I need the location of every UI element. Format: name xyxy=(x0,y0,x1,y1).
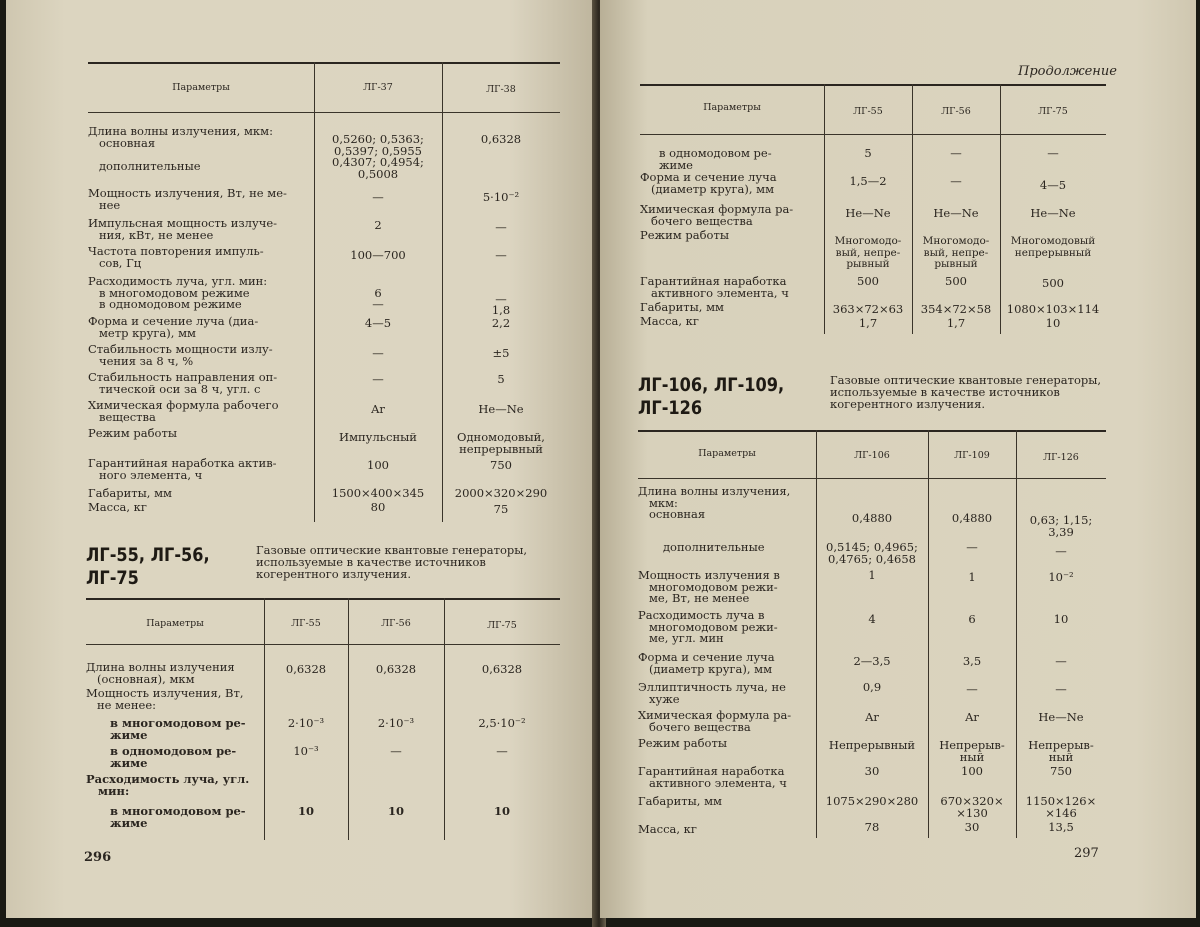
row-dimensions-lg109: 670×320× ×130 xyxy=(940,794,1004,820)
row-power-multimode-lg55: 2·10⁻³ xyxy=(287,716,325,730)
header-params: Параметры xyxy=(146,618,204,629)
row-dimensions-lg38: 2000×320×290 xyxy=(454,486,548,500)
row-mass-lg109: 30 xyxy=(964,820,980,834)
row-power-multimode-param: в многомодовом ре- жиме xyxy=(110,716,246,742)
row-dimensions-lg56: 354×72×58 xyxy=(920,302,992,316)
row-axis-stability-lg38: 5 xyxy=(497,372,505,386)
right-page xyxy=(600,0,1196,918)
row-beam-shape-lg75: 4—5 xyxy=(1039,178,1067,192)
row-power-param: Мощность излучения, Вт, не ме- нее xyxy=(88,186,287,212)
header-lg75: ЛГ-75 xyxy=(487,620,517,631)
row-power-stability-param: Стабильность мощности излу- чения за 8 ч, % xyxy=(88,342,273,368)
row-mode-lg126: Непрерыв- ный xyxy=(1028,738,1094,764)
row-wavelength-lg126: 0,63; 1,15; 3,39 xyxy=(1029,513,1093,539)
row-dimensions-lg37: 1500×400×345 xyxy=(331,486,425,500)
row-ellipticity-lg109: — xyxy=(966,682,978,696)
row-mass-lg55: 1,7 xyxy=(858,316,878,330)
row-lifetime-lg37: 100 xyxy=(367,458,389,472)
row-singlemode-lg56: — xyxy=(950,146,962,160)
row-lifetime-param: Гарантийная наработка активного элемента, ч xyxy=(640,274,789,300)
row-divergence-lg37: 6 — xyxy=(372,285,384,311)
row-ellipticity-param: Эллиптичность луча, не хуже xyxy=(638,680,786,706)
row-singlemode-lg75: — xyxy=(1047,146,1059,160)
row-dimensions-lg126: 1150×126× ×146 xyxy=(1025,794,1097,820)
row-mass-lg37: 80 xyxy=(370,500,386,514)
header-lg56: ЛГ-56 xyxy=(381,618,411,629)
row-formula-lg106: Ar xyxy=(865,710,879,724)
row-formula-lg38: He—Ne xyxy=(478,402,524,416)
row-frequency-lg37: 100—700 xyxy=(350,248,406,262)
row-ellipticity-lg126: — xyxy=(1055,682,1067,696)
row-beam-shape-lg109: 3,5 xyxy=(962,654,982,668)
row-divergence-multimode-lg75: 10 xyxy=(493,804,510,818)
row-singlemode-lg55: 5 xyxy=(864,146,872,160)
row-formula-param: Химическая формула ра- бочего вещества xyxy=(640,202,794,228)
row-lifetime-lg75: 500 xyxy=(1042,276,1064,290)
row-divergence-lg38: — 1,8 xyxy=(491,291,511,317)
row-mode-lg37: Импульсный xyxy=(339,430,417,444)
row-power-lg106: 1 xyxy=(868,568,876,582)
row-mode-param: Режим работы xyxy=(640,228,729,242)
row-divergence-lg106: 4 xyxy=(868,612,876,626)
table-lg37-lg38 xyxy=(88,62,560,522)
continuation-label: Продолжение xyxy=(1018,64,1117,79)
row-power-lg38: 5·10⁻² xyxy=(482,190,520,204)
row-mass-lg38: 75 xyxy=(493,502,509,516)
row-dimensions-param: Габариты, мм xyxy=(88,486,172,500)
row-formula-lg126: He—Ne xyxy=(1038,710,1084,724)
row-beam-shape-param: Форма и сечение луча (диаметр круга), мм xyxy=(638,650,775,676)
section-description-lg106: Газовые оптические квантовые генераторы, используемые в качестве источников когерентного излучения. xyxy=(830,373,1102,411)
header-lg55: ЛГ-55 xyxy=(291,618,321,629)
row-wavelength-param: Длина волны излучения (основная), мкм xyxy=(86,660,235,686)
header-lg37: ЛГ-37 xyxy=(363,82,393,93)
row-power-lg109: 1 xyxy=(968,570,976,584)
row-singlemode-param: в одномодовом ре- жиме xyxy=(658,146,772,172)
row-power-stability-lg37: — xyxy=(372,346,384,360)
section-heading-lg55: ЛГ-55, ЛГ-56, ЛГ-75 xyxy=(86,544,210,589)
left-page xyxy=(6,0,598,918)
table-lg106-lg109-lg126 xyxy=(638,430,1106,838)
row-mass-lg126: 13,5 xyxy=(1048,820,1074,834)
row-dimensions-param: Габариты, мм xyxy=(638,794,722,808)
row-mode-lg75: Многомодовый непрерывный xyxy=(1010,235,1096,259)
row-lifetime-lg126: 750 xyxy=(1050,764,1072,778)
header-lg106: ЛГ-106 xyxy=(854,450,890,461)
row-beam-shape-lg55: 1,5—2 xyxy=(849,174,887,188)
row-formula-lg109: Ar xyxy=(965,710,979,724)
row-mode-lg56: Многомодо- вый, непре- рывный xyxy=(922,235,990,270)
row-lifetime-lg55: 500 xyxy=(857,274,879,288)
row-divergence-multimode-lg55: 10 xyxy=(297,804,314,818)
row-wavelength-lg109: 0,4880 xyxy=(951,511,993,525)
row-power-stability-lg38: ±5 xyxy=(492,346,510,360)
row-wavelength-lg75: 0,6328 xyxy=(481,662,523,676)
row-wavelength-lg37: 0,5260; 0,5363; 0,5397; 0,5955 0,4307; 0,4954; 0,5008 xyxy=(332,132,424,181)
row-frequency-param: Частота повторения импуль- сов, Гц xyxy=(88,244,264,270)
row-wavelength-lg56: 0,6328 xyxy=(375,662,417,676)
row-formula-lg55: He—Ne xyxy=(845,206,891,220)
header-lg109: ЛГ-109 xyxy=(954,450,990,461)
row-dimensions-lg55: 363×72×63 xyxy=(832,302,904,316)
row-formula-param: Химическая формула ра- бочего вещества xyxy=(638,708,792,734)
row-dimensions-param: Габариты, мм xyxy=(640,300,724,314)
row-lifetime-lg38: 750 xyxy=(490,458,512,472)
row-power-singlemode-lg75: — xyxy=(496,744,508,758)
row-beam-shape-lg56: — xyxy=(950,174,962,188)
row-mode-lg55: Многомодо- вый, непре- рывный xyxy=(834,235,902,270)
row-power-lg37: — xyxy=(372,190,384,204)
row-divergence-multimode-lg56: 10 xyxy=(387,804,404,818)
row-wavelength-lg38: 0,6328 xyxy=(480,132,522,146)
row-additional-lg106: 0,5145; 0,4965; 0,4765; 0,4658 xyxy=(826,540,918,566)
row-formula-param: Химическая формула рабочего вещества xyxy=(88,398,279,424)
row-divergence-multimode-param: в многомодовом ре- жиме xyxy=(110,804,246,830)
header-params: Параметры xyxy=(172,82,230,93)
row-wavelength-param: Длина волны излучения, мкм: основная дополнительные xyxy=(88,124,273,173)
row-beam-shape-param: Форма и сечение луча (диаметр круга), мм xyxy=(640,170,777,196)
row-mass-param: Масса, кг xyxy=(638,822,697,836)
row-beam-shape-lg38: 2,2 xyxy=(491,316,511,330)
header-lg55: ЛГ-55 xyxy=(853,106,883,117)
row-divergence-param: Расходимость луча, угл. мин: xyxy=(86,772,250,798)
row-divergence-param: Расходимость луча в многомодовом режи- ме, угл. мин xyxy=(638,608,778,645)
row-pulse-power-lg38: — xyxy=(495,220,507,234)
header-params: Параметры xyxy=(698,448,756,459)
row-dimensions-lg106: 1075×290×280 xyxy=(825,794,919,808)
row-power-singlemode-param: в одномодовом ре- жиме xyxy=(110,744,237,770)
section-description-lg55: Газовые оптические квантовые генераторы, используемые в качестве источников когерентного излучения. xyxy=(256,543,528,581)
row-mass-param: Масса, кг xyxy=(88,500,147,514)
row-ellipticity-lg106: 0,9 xyxy=(862,680,882,694)
row-lifetime-lg106: 30 xyxy=(864,764,880,778)
row-divergence-lg109: 6 xyxy=(968,612,976,626)
row-beam-shape-lg106: 2—3,5 xyxy=(853,654,891,668)
row-wavelength-lg55: 0,6328 xyxy=(285,662,327,676)
row-wavelength-param: Длина волны излучения, мкм: основная xyxy=(638,484,791,521)
row-additional-lg126: — xyxy=(1055,544,1067,558)
row-frequency-lg38: — xyxy=(495,248,507,262)
row-divergence-lg126: 10 xyxy=(1053,612,1069,626)
header-lg75: ЛГ-75 xyxy=(1038,106,1068,117)
row-lifetime-param: Гарантийная наработка активного элемента, ч xyxy=(638,764,787,790)
row-power-param: Мощность излучения, Вт, не менее: xyxy=(86,686,244,712)
row-additional-lg109: — xyxy=(966,540,978,554)
row-divergence-param: Расходимость луча, угл. мин: в многомодовом режиме в одномодовом режиме xyxy=(88,274,268,311)
row-axis-stability-param: Стабильность направления оп- тической оси за 8 ч, угл. с xyxy=(88,370,278,396)
row-mass-lg106: 78 xyxy=(864,820,880,834)
row-power-singlemode-lg56: — xyxy=(390,744,402,758)
row-dimensions-lg75: 1080×103×114 xyxy=(1006,302,1100,316)
row-mode-param: Режим работы xyxy=(638,736,727,750)
row-pulse-power-lg37: 2 xyxy=(374,218,382,232)
row-axis-stability-lg37: — xyxy=(372,372,384,386)
row-mode-param: Режим работы xyxy=(88,426,177,440)
header-lg56: ЛГ-56 xyxy=(941,106,971,117)
page-number-left: 296 xyxy=(84,850,112,865)
header-params: Параметры xyxy=(703,102,761,113)
section-heading-lg106: ЛГ-106, ЛГ-109, ЛГ-126 xyxy=(638,374,785,419)
row-power-lg126: 10⁻² xyxy=(1048,570,1074,584)
row-additional-param: дополнительные xyxy=(652,540,765,554)
row-beam-shape-lg37: 4—5 xyxy=(364,316,392,330)
row-formula-lg56: He—Ne xyxy=(933,206,979,220)
row-lifetime-lg109: 100 xyxy=(961,764,983,778)
row-lifetime-lg56: 500 xyxy=(945,274,967,288)
row-power-singlemode-lg55: 10⁻³ xyxy=(293,744,319,758)
page-number-right: 297 xyxy=(1074,846,1099,861)
row-mass-lg56: 1,7 xyxy=(946,316,966,330)
row-beam-shape-param: Форма и сечение луча (диа- метр круга), мм xyxy=(88,314,259,340)
row-formula-lg75: He—Ne xyxy=(1030,206,1076,220)
row-mass-lg75: 10 xyxy=(1045,316,1061,330)
row-power-param: Мощность излучения в многомодовом режи- ме, Вт, не менее xyxy=(638,568,780,605)
row-formula-lg37: Ar xyxy=(371,402,385,416)
row-pulse-power-param: Импульсная мощность излуче- ния, кВт, не менее xyxy=(88,216,278,242)
row-lifetime-param: Гарантийная наработка актив- ного элемента, ч xyxy=(88,456,277,482)
row-power-multimode-lg56: 2·10⁻³ xyxy=(377,716,415,730)
row-mode-lg106: Непрерывный xyxy=(828,738,916,752)
table-lg55-lg56-lg75 xyxy=(86,598,560,840)
row-power-multimode-lg75: 2,5·10⁻² xyxy=(478,716,526,730)
row-mass-param: Масса, кг xyxy=(640,314,699,328)
header-lg126: ЛГ-126 xyxy=(1043,452,1079,463)
table-lg55-lg56-lg75-continued xyxy=(640,84,1106,334)
row-wavelength-lg106: 0,4880 xyxy=(851,511,893,525)
row-mode-lg109: Непрерыв- ный xyxy=(939,738,1005,764)
row-beam-shape-lg126: — xyxy=(1055,654,1067,668)
header-lg38: ЛГ-38 xyxy=(486,84,516,95)
row-mode-lg38: Одномодовый, непрерывный xyxy=(457,430,545,456)
